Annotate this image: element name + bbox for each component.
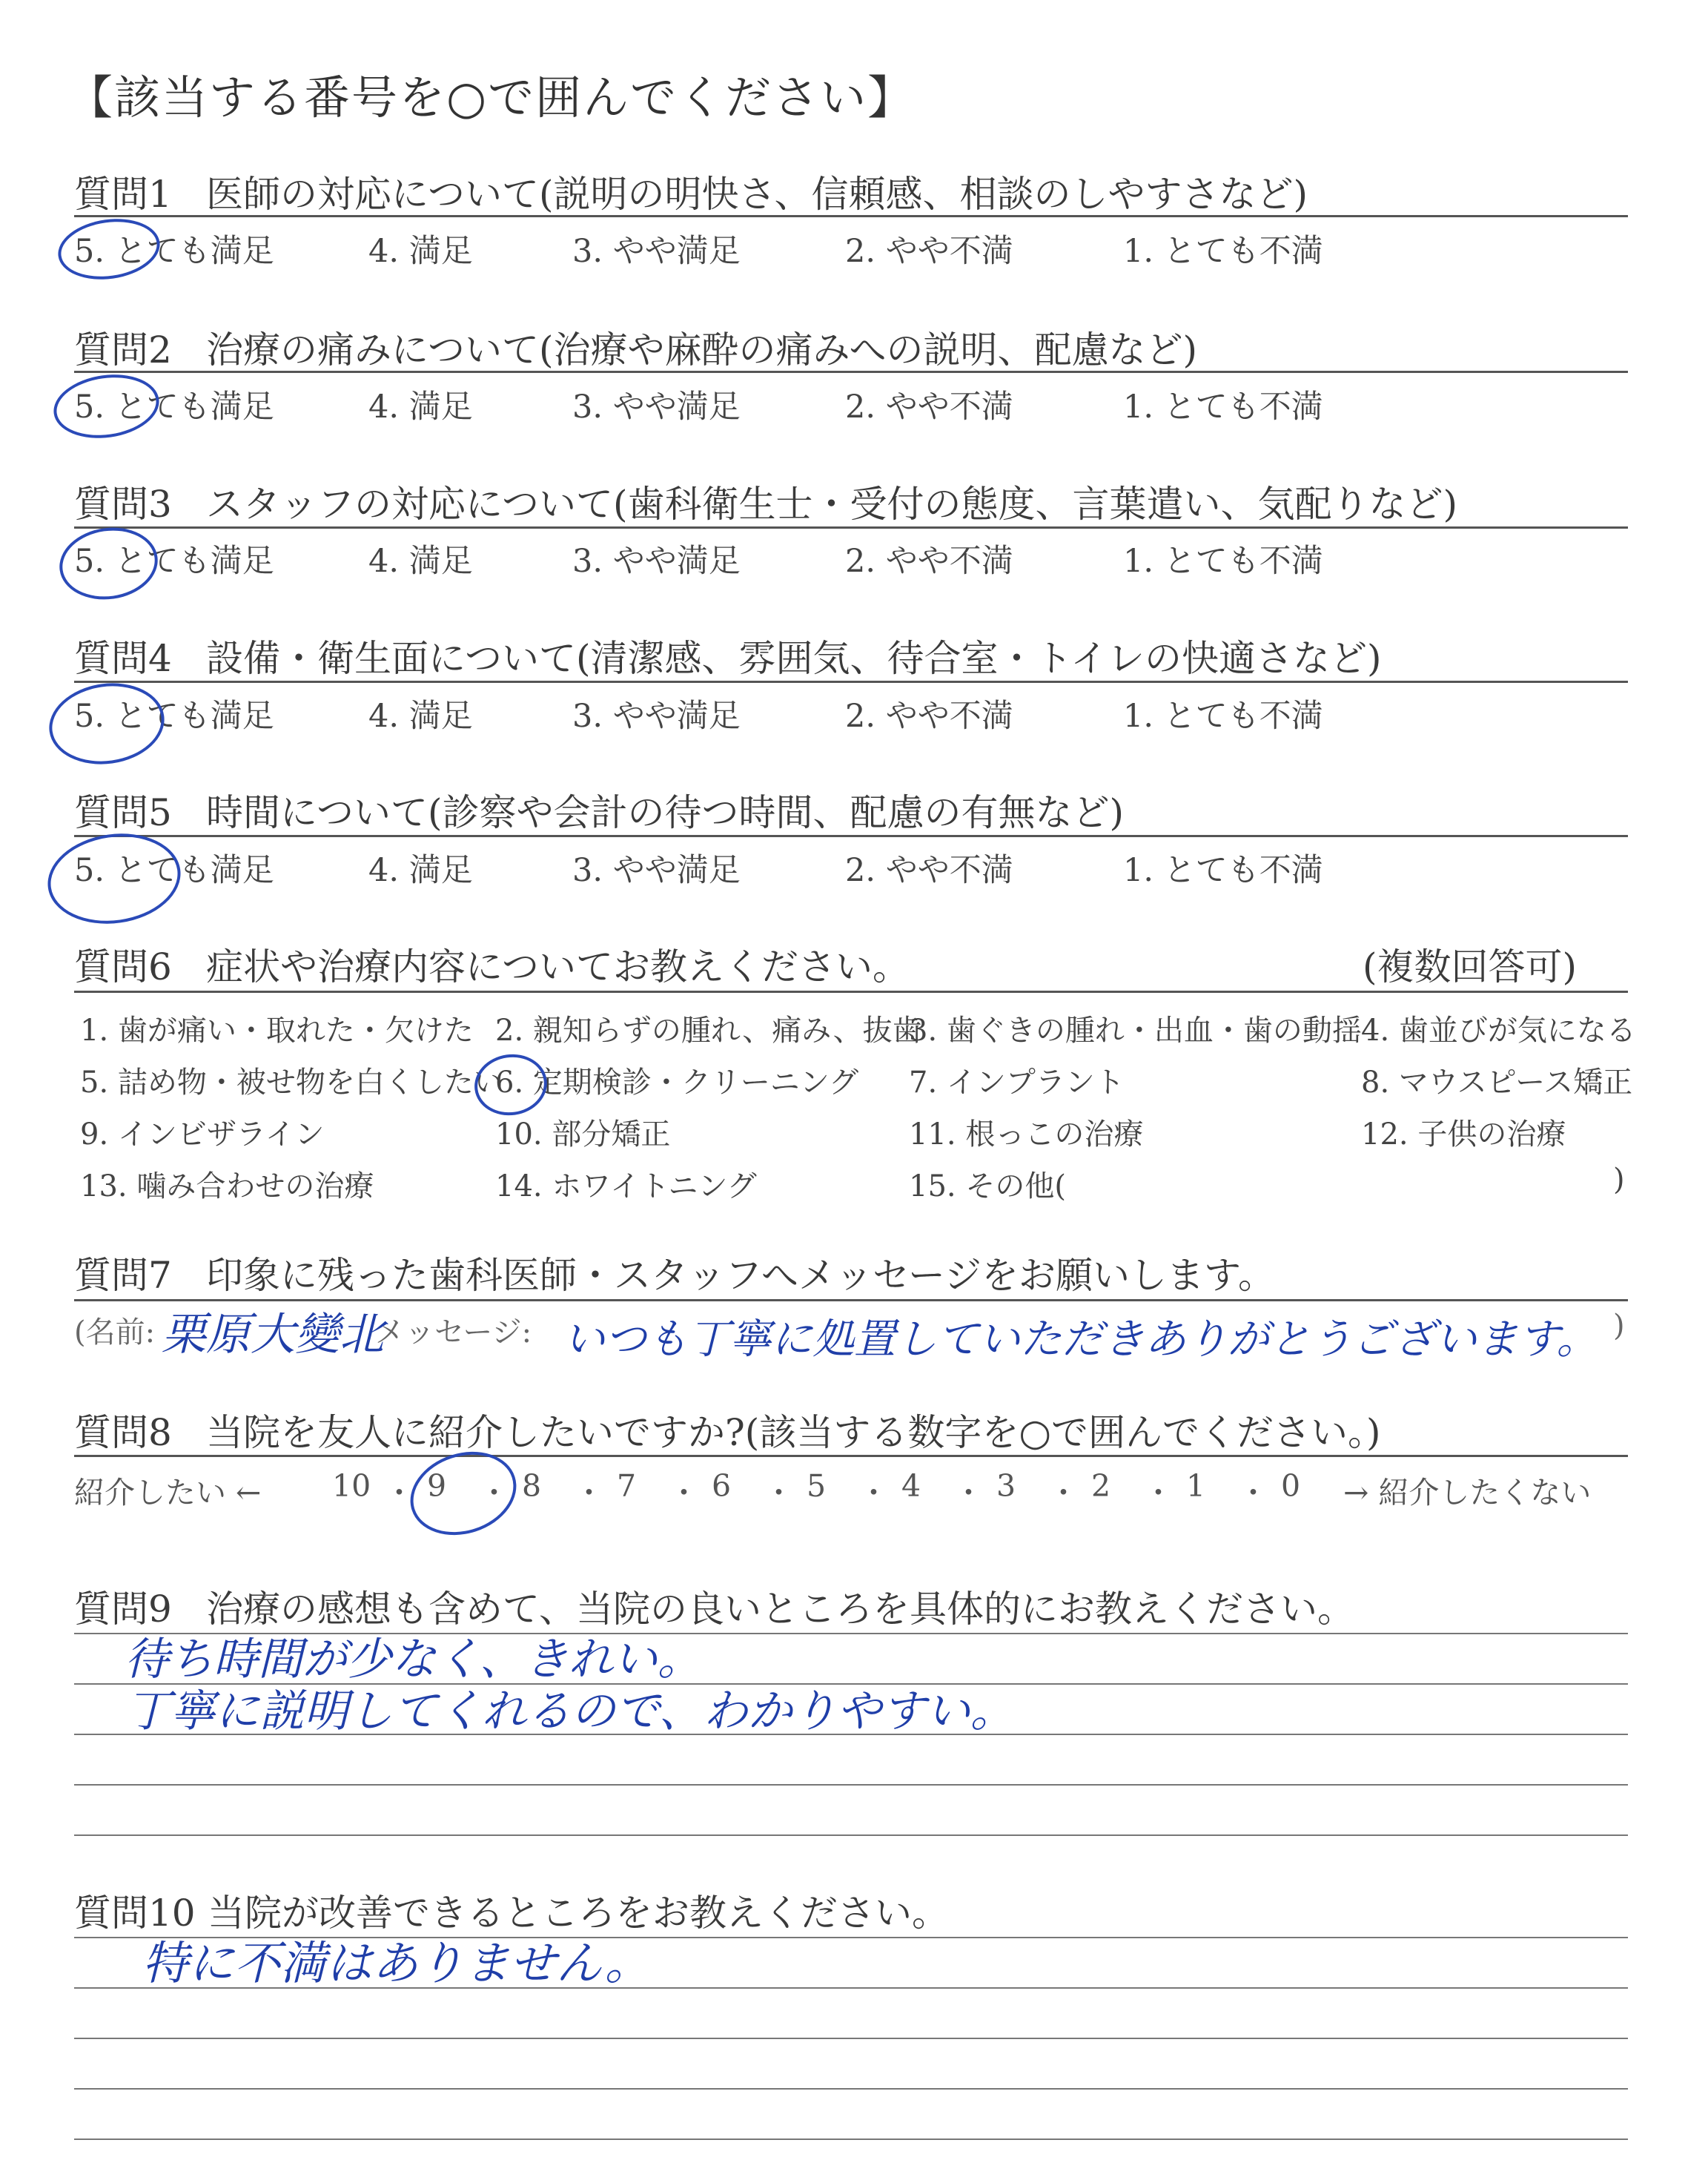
q3-option-5[interactable]: 5. とても満足 [74,543,274,580]
q8-scale-value-6[interactable]: 6 [712,1468,732,1504]
q2-selection-circle [50,368,163,444]
q10-text: 当院が改善できるところをお教えください。 [208,1892,949,1935]
q8-scale-value-3[interactable]: 3 [996,1468,1016,1504]
q3-option-2[interactable]: 2. やや不満 [845,543,1013,580]
q8-scale-separator: ・ [1238,1475,1268,1510]
q8-scale-value-2[interactable]: 2 [1091,1468,1111,1504]
q3-option-4[interactable]: 4. 満足 [368,543,473,580]
q9-answer-line-2[interactable]: 丁寧に説明してくれるので、わかりやすい。 [126,1685,1015,1737]
q5-option-1[interactable]: 1. とても不満 [1123,852,1323,889]
q5-label: 質問5 [74,791,172,834]
q8-scale-separator: ・ [1143,1475,1174,1510]
q9-text: 治療の感想も含めて、当院の良いところを具体的にお教えください。 [206,1588,1354,1631]
q7-message-label: メッセージ: [375,1315,532,1350]
q8-scale-separator: ・ [1048,1475,1079,1510]
q6-option-3[interactable]: 3. 歯ぐきの腫れ・出血・歯の動揺 [909,1014,1362,1048]
q6-text: 症状や治療内容についてお教えください。 [206,945,910,988]
q4-option-2[interactable]: 2. やや不満 [845,698,1013,735]
q5-option-5[interactable]: 5. とても満足 [74,852,274,889]
q8-scale-separator: ・ [858,1475,889,1510]
q5-option-2[interactable]: 2. やや不満 [845,852,1013,889]
q8-scale-value-4[interactable]: 4 [901,1468,921,1504]
q1-label: 質問1 [74,173,172,216]
q6-option-6[interactable]: 6. 定期検診・クリーニング [495,1066,859,1100]
q7-close-paren: ) [1613,1309,1625,1343]
q9-line [74,1784,1628,1786]
q2-option-4[interactable]: 4. 満足 [368,389,473,426]
q8-left-label: 紹介したい ← [74,1475,262,1510]
q4-option-5[interactable]: 5. とても満足 [74,698,274,735]
q8-scale-separator: ・ [384,1475,414,1510]
q1-option-3[interactable]: 3. やや満足 [572,233,741,270]
q7-text: 印象に残った歯科医師・スタッフへメッセージをお願いします。 [206,1254,1275,1297]
q4-label: 質問4 [74,637,172,680]
q1-option-5[interactable]: 5. とても満足 [74,233,274,270]
q8-rule [74,1455,1628,1457]
q5-rule [74,835,1628,837]
q2-option-2[interactable]: 2. やや不満 [845,389,1013,426]
q3-text: スタッフの対応について(歯科衛生士・受付の態度、言葉遣い、気配りなど) [206,483,1458,526]
q8-scale-value-8[interactable]: 8 [522,1468,542,1504]
q6-option-10[interactable]: 10. 部分矯正 [495,1117,671,1152]
q8-scale-value-1[interactable]: 1 [1186,1468,1206,1504]
q10-answer-line-1[interactable]: 特に不満はありません。 [142,1936,651,1990]
q5-selection-circle [42,825,187,932]
q3-label: 質問3 [74,483,172,526]
q1-selection-circle [54,213,164,285]
q7-message-handwritten[interactable]: いつも丁寧に処置していただきありがとうございます。 [563,1315,1598,1364]
q7-name-handwritten[interactable]: 栗原大變北 [162,1309,384,1361]
q6-option-7[interactable]: 7. インプラント [909,1066,1125,1100]
q8-scale-separator: ・ [479,1475,509,1510]
q10-label: 質問10 [74,1892,196,1935]
q8-scale-value-10[interactable]: 10 [332,1468,371,1504]
q4-option-4[interactable]: 4. 満足 [368,698,473,735]
q6-option-1[interactable]: 1. 歯が痛い・取れた・欠けた [80,1014,474,1048]
q1-text: 医師の対応について(説明の明快さ、信頼感、相談のしやすさなど) [206,173,1308,216]
q8-label: 質問8 [74,1411,172,1454]
q6-option-11[interactable]: 11. 根っこの治療 [909,1117,1144,1152]
q1-option-4[interactable]: 4. 満足 [368,233,473,270]
q6-option-2[interactable]: 2. 親知らずの腫れ、痛み、抜歯 [495,1014,922,1048]
q6-rule [74,991,1628,993]
q2-text: 治療の痛みについて(治療や麻酔の痛みへの説明、配慮など) [206,328,1198,371]
q6-option-9[interactable]: 9. インビザライン [80,1117,325,1152]
q5-text: 時間について(診察や会計の待つ時間、配慮の有無など) [206,791,1125,834]
q9-line [74,1834,1628,1836]
q6-option-5[interactable]: 5. 詰め物・被せ物を白くしたい [80,1066,503,1100]
q8-scale-value-7[interactable]: 7 [617,1468,637,1504]
q8-right-label: → 紹介したくない [1343,1475,1592,1510]
form-header: 【該当する番号を○で囲んでください】 [67,70,916,125]
q6-option-13[interactable]: 13. 噛み合わせの治療 [80,1169,374,1203]
q3-option-3[interactable]: 3. やや満足 [572,543,741,580]
q1-rule [74,215,1628,217]
q7-label: 質問7 [74,1254,172,1297]
q5-option-3[interactable]: 3. やや満足 [572,852,741,889]
q8-scale-value-5[interactable]: 5 [807,1468,827,1504]
q4-rule [74,681,1628,683]
q1-option-2[interactable]: 2. やや不満 [845,233,1013,270]
q2-rule [74,371,1628,373]
q6-option-8[interactable]: 8. マウスピース矯正 [1361,1066,1633,1100]
q8-text: 当院を友人に紹介したいですか?(該当する数字を○で囲んでください。) [206,1411,1381,1454]
q8-scale-value-0[interactable]: 0 [1281,1468,1301,1504]
q3-rule [74,526,1628,529]
q3-option-1[interactable]: 1. とても不満 [1123,543,1323,580]
q8-scale-value-9[interactable]: 9 [427,1468,447,1504]
q8-scale-separator: ・ [574,1475,604,1510]
q4-option-1[interactable]: 1. とても不満 [1123,698,1323,735]
q2-label: 質問2 [74,328,172,371]
q8-scale-separator: ・ [669,1475,699,1510]
q4-option-3[interactable]: 3. やや満足 [572,698,741,735]
q6-label: 質問6 [74,945,172,988]
q9-answer-line-1[interactable]: 待ち時間が少なく、きれい。 [125,1634,702,1685]
q1-option-1[interactable]: 1. とても不満 [1123,233,1323,270]
q6-note: (複数回答可) [1363,945,1578,988]
q10-line [74,2088,1628,2090]
q5-option-4[interactable]: 4. 満足 [368,852,473,889]
q8-scale-separator: ・ [764,1475,794,1510]
q10-line [74,2138,1628,2140]
q2-option-3[interactable]: 3. やや満足 [572,389,741,426]
q6-option-14[interactable]: 14. ホワイトニング [495,1169,757,1203]
q2-option-1[interactable]: 1. とても不満 [1123,389,1323,426]
q6-option-15[interactable]: 15. その他( [909,1169,1066,1203]
q6-option-4[interactable]: 4. 歯並びが気になる [1361,1014,1636,1048]
q3-selection-circle [55,521,162,606]
q9-label: 質問9 [74,1588,172,1631]
q8-scale-separator: ・ [953,1475,984,1510]
q2-option-5[interactable]: 5. とても満足 [74,389,274,426]
q6-option-12[interactable]: 12. 子供の治療 [1361,1117,1566,1152]
q6-option-15-close: ) [1613,1163,1625,1197]
q4-text: 設備・衛生面について(清潔感、雰囲気、待合室・トイレの快適さなど) [206,637,1382,680]
q4-selection-circle [44,676,170,772]
q10-line [74,2038,1628,2039]
q7-name-label: (名前: [74,1315,156,1350]
